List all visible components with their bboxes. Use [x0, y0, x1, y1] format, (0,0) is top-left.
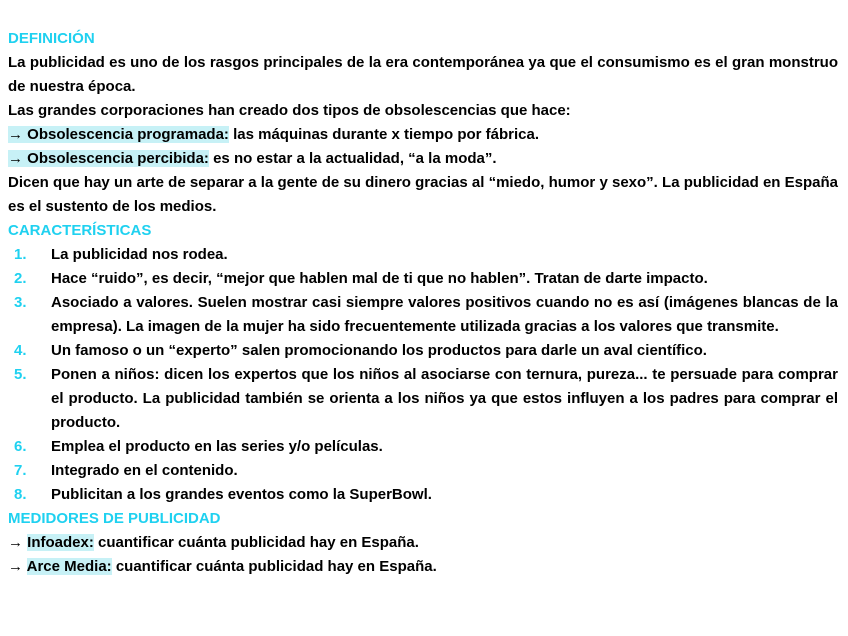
item-text: cuantificar cuánta publicidad hay en España.: [111, 558, 437, 575]
document-body: [8, 27, 838, 579]
list-item-text: Publicitan a los grandes eventos como la SuperBowl.: [51, 486, 432, 503]
list-item: [8, 459, 838, 483]
item-text: es no estar a la actualidad, “a la moda”.: [208, 150, 497, 167]
definicion-paragraph-3: Dicen que hay un arte de separar a la gente de su dinero gracias al “miedo, humor y sexo”. La publicidad en España es el sustento de los medios.: [8, 174, 838, 215]
list-number: 1.: [14, 246, 27, 263]
obsolescence-item: [8, 123, 838, 147]
highlighted-term: [8, 126, 229, 143]
item-text: cuantificar cuánta publicidad hay en España.: [93, 534, 419, 551]
features-list: [8, 243, 838, 507]
list-item-text: Asociado a valores. Suelen mostrar casi siempre valores positivos cuando no es así (imágenes blancas de la empresa). La imagen de la mujer ha sido frecuentemente utilizada gracias a los valores que transmite.: [51, 294, 838, 335]
definicion-paragraph-1: La publicidad es uno de los rasgos principales de la era contemporánea ya que el consumismo es el gran monstruo de nuestra época.: [8, 54, 838, 95]
list-item: [8, 435, 838, 459]
list-item-text: Integrado en el contenido.: [51, 462, 238, 479]
list-item: [8, 339, 838, 363]
arrow-icon: →: [8, 126, 23, 143]
term-label: Obsolescencia percibida:: [27, 150, 209, 167]
section-heading-medidores: MEDIDORES DE PUBLICIDAD: [8, 510, 221, 527]
list-number: 6.: [14, 438, 27, 455]
term-label: Obsolescencia programada:: [27, 126, 229, 143]
highlighted-term: [8, 150, 209, 167]
list-number: 8.: [14, 486, 27, 503]
list-number: 4.: [14, 342, 27, 359]
list-number: 7.: [14, 462, 27, 479]
list-item-text: La publicidad nos rodea.: [51, 246, 228, 263]
arrow-icon: →: [8, 150, 23, 167]
list-item: [8, 267, 838, 291]
list-item-text: Hace “ruido”, es decir, “mejor que hablen mal de ti que no hablen”. Tratan de darte impacto.: [51, 270, 708, 287]
list-number: 3.: [14, 294, 27, 311]
meter-item: [8, 531, 838, 555]
highlighted-term: Infoadex:: [27, 534, 94, 551]
arrow-icon: →: [8, 558, 23, 575]
list-item: [8, 483, 838, 507]
arrow-icon: →: [8, 534, 23, 551]
list-number: 2.: [14, 270, 27, 287]
highlighted-term: Arce Media:: [26, 558, 112, 575]
list-item: [8, 363, 838, 435]
list-item: [8, 243, 838, 267]
item-text: las máquinas durante x tiempo por fábrica.: [228, 126, 539, 143]
definicion-paragraph-2: Las grandes corporaciones han creado dos tipos de obsolescencias que hace:: [8, 102, 571, 119]
list-item: [8, 291, 838, 339]
section-heading-definicion: DEFINICIÓN: [8, 30, 95, 47]
list-item-text: Ponen a niños: dicen los expertos que los niños al asociarse con ternura, pureza... te persuade para comprar el producto. La publicidad también se orienta a los niños ya que estos influyen a los padres para comprar el producto.: [51, 366, 838, 431]
list-number: 5.: [14, 366, 27, 383]
obsolescence-item: [8, 147, 838, 171]
list-item-text: Un famoso o un “experto” salen promocionando los productos para darle un aval científico.: [51, 342, 707, 359]
list-item-text: Emplea el producto en las series y/o películas.: [51, 438, 383, 455]
section-heading-caracteristicas: CARACTERÍSTICAS: [8, 222, 152, 239]
meter-item: [8, 555, 838, 579]
